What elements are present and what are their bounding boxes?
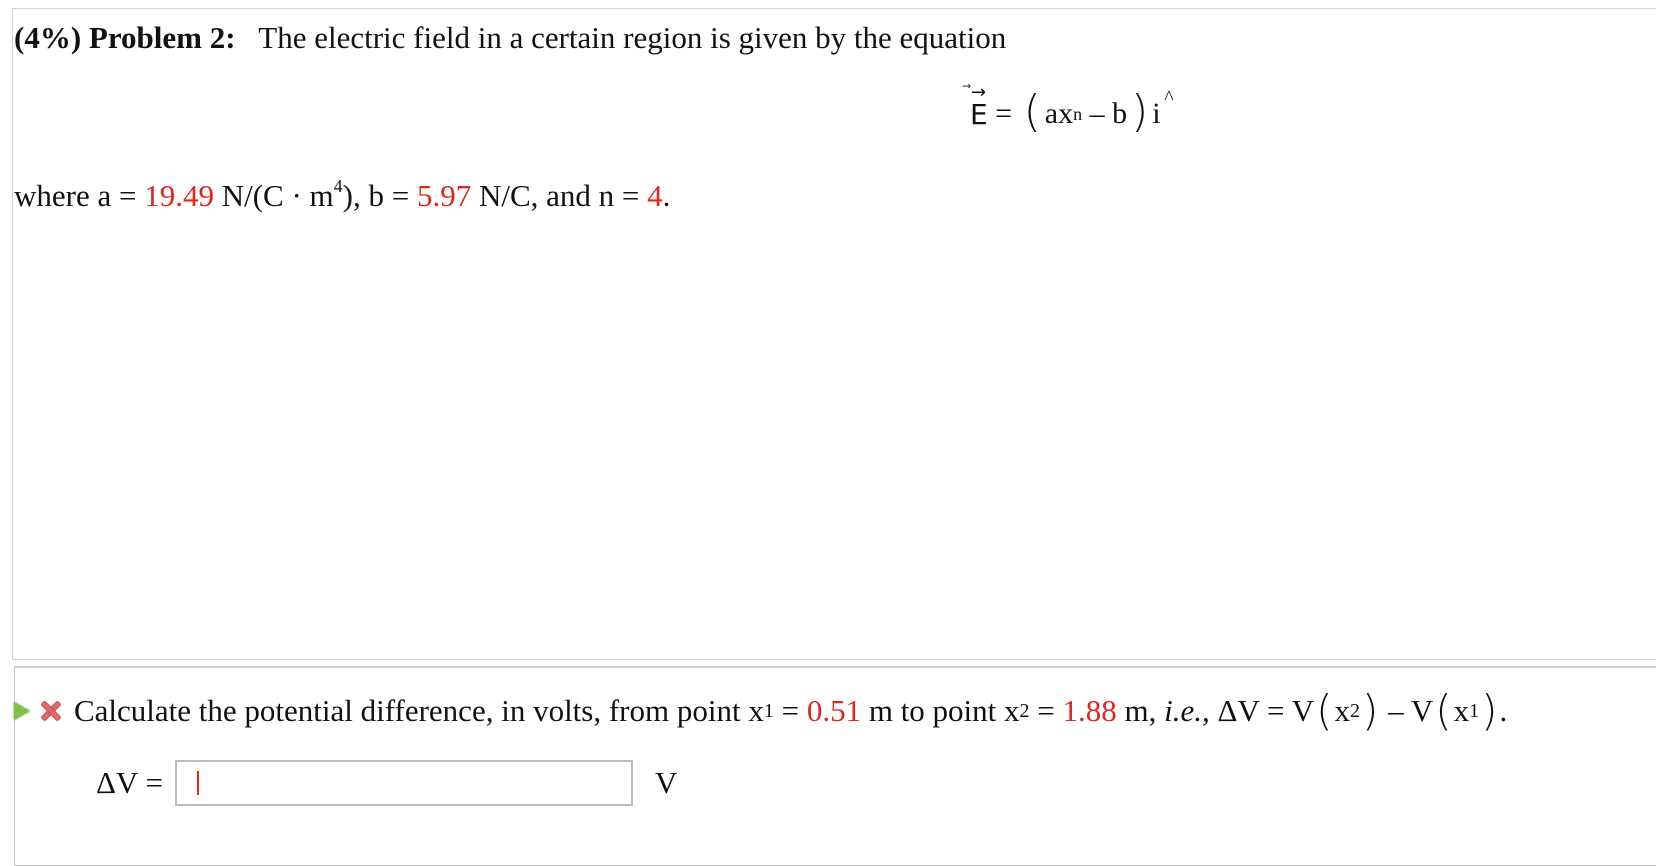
constants-line bbox=[14, 176, 670, 214]
x1-inner-sub: 1 bbox=[1469, 699, 1480, 722]
red-x-icon bbox=[38, 699, 62, 723]
equation-equals: = bbox=[995, 97, 1013, 130]
question-eq2: = bbox=[1037, 693, 1055, 728]
hat-icon: ^ bbox=[1164, 87, 1174, 109]
x2-inner-sub: 2 bbox=[1349, 699, 1360, 722]
left-paren: ( bbox=[1023, 86, 1041, 137]
x1-value: 0.51 bbox=[806, 693, 862, 728]
unit-vector-letter: i bbox=[1152, 97, 1161, 130]
question-delta-expr: ΔV = V bbox=[1217, 693, 1315, 728]
question-text-start: Calculate the potential difference, in volts, from point x bbox=[74, 693, 764, 728]
question-mid: m to point x bbox=[868, 693, 1020, 728]
answer-input[interactable] bbox=[175, 760, 633, 806]
paren-close-2: ) bbox=[1481, 686, 1498, 735]
paren-close-1: ) bbox=[1361, 686, 1379, 735]
a-unit-exp: 4 bbox=[333, 176, 343, 196]
a-unit-open: N/(C · m bbox=[221, 178, 334, 213]
problem-title: Problem 2: bbox=[88, 20, 236, 55]
vector-arrow-icon: ⃗→ bbox=[971, 81, 987, 103]
question-sub2: 2 bbox=[1019, 699, 1030, 722]
x2-inner: x bbox=[1334, 693, 1350, 728]
vector-e bbox=[970, 81, 988, 131]
field-equation bbox=[970, 81, 1174, 137]
a-value: 19.49 bbox=[144, 178, 214, 213]
constants-end: . bbox=[662, 178, 671, 213]
paren-open-1: ( bbox=[1316, 686, 1333, 735]
problem-statement: The electric field in a certain region is given by the equation bbox=[258, 20, 1007, 55]
x1-inner: x bbox=[1453, 693, 1470, 728]
answer-label: ΔV = bbox=[96, 765, 163, 800]
field-symbol: E bbox=[970, 97, 988, 131]
equation-ax: ax bbox=[1044, 97, 1074, 130]
play-triangle-icon[interactable] bbox=[14, 702, 30, 720]
answer-row bbox=[96, 760, 677, 806]
answer-unit: V bbox=[655, 765, 678, 800]
unit-vector-i bbox=[1152, 87, 1174, 131]
b-value: 5.97 bbox=[416, 178, 472, 213]
b-unit: N/C, and n = bbox=[478, 178, 640, 213]
question-line bbox=[14, 688, 1507, 734]
question-eq1: = bbox=[781, 693, 800, 728]
constants-prefix: where a = bbox=[14, 178, 137, 213]
question-m-comma: m, bbox=[1124, 693, 1157, 728]
n-value: 4 bbox=[647, 178, 663, 213]
question-period: . bbox=[1499, 693, 1508, 728]
text-cursor bbox=[197, 771, 199, 795]
problem-header bbox=[14, 20, 1006, 56]
x2-value: 1.88 bbox=[1062, 693, 1117, 728]
problem-panel bbox=[12, 8, 1656, 660]
right-paren: ) bbox=[1131, 86, 1149, 137]
question-ie: i.e., bbox=[1164, 693, 1210, 728]
a-unit-close: ), b = bbox=[342, 178, 410, 213]
question-sub1: 1 bbox=[763, 699, 774, 722]
problem-percent: (4%) bbox=[14, 20, 82, 55]
question-minus-v: – V bbox=[1388, 693, 1434, 728]
equation-minus-b: – b bbox=[1089, 97, 1128, 130]
equation-exponent: n bbox=[1073, 103, 1083, 124]
paren-open-2: ( bbox=[1435, 686, 1452, 735]
